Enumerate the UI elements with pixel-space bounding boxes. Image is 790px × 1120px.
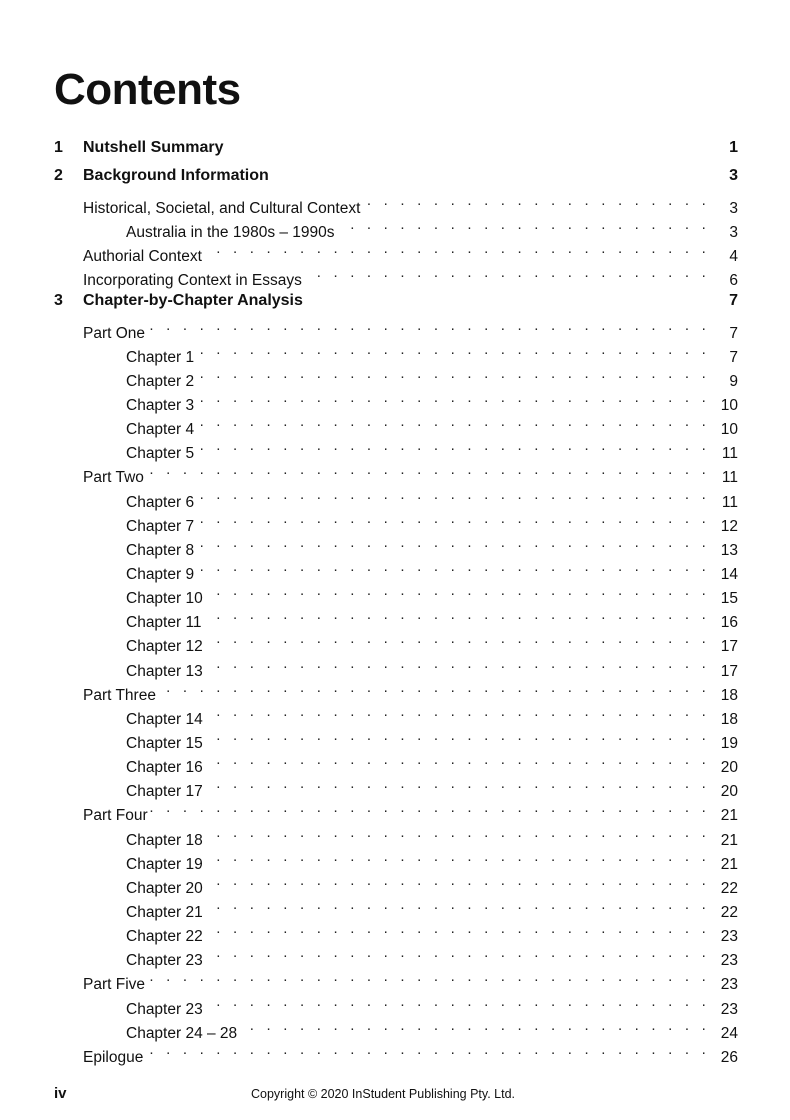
toc-page-number: 21: [720, 855, 738, 873]
toc-entry-label: Chapter 16: [126, 759, 203, 777]
dot-leader: [147, 314, 710, 338]
toc-entry-label: Chapter 20: [126, 879, 203, 897]
dot-leader: [205, 990, 710, 1014]
toc-entry-label: Chapter 8: [126, 541, 195, 559]
dot-leader: [205, 627, 710, 651]
toc-page-number: 3: [729, 200, 738, 217]
toc-entry[interactable]: [54, 796, 738, 825]
dot-leader: [362, 189, 710, 213]
toc-page-number: 20: [720, 759, 738, 777]
toc-subentry[interactable]: [54, 893, 738, 921]
toc-entry-label: Part Five: [83, 976, 146, 994]
dot-leader: [204, 237, 710, 261]
toc-page-number: 22: [720, 903, 738, 921]
toc-entry-label: Chapter 24 – 28: [126, 1024, 238, 1042]
dot-leader: [304, 261, 710, 285]
toc-page-number: 23: [720, 952, 738, 970]
toc-page-number: 17: [720, 638, 738, 656]
toc-page-number: 1: [729, 139, 738, 156]
toc-entry-label: Chapter 7: [126, 517, 195, 535]
toc-page-number: 4: [729, 248, 738, 266]
toc-subentry[interactable]: [54, 869, 738, 897]
toc-page-number: 11: [721, 469, 738, 487]
toc-entry-label: Chapter 12: [126, 638, 203, 656]
toc-page-number: 21: [720, 807, 738, 825]
toc-entry-label: Chapter 23: [126, 1000, 203, 1018]
toc-entry-label: Epilogue: [83, 1048, 144, 1066]
toc-section-number: 3: [54, 291, 63, 309]
toc-section-heading[interactable]: [54, 134, 738, 161]
toc-subentry[interactable]: [54, 990, 738, 1018]
toc-page-number: 23: [720, 1000, 738, 1018]
toc-subentry[interactable]: [54, 338, 738, 366]
toc-entry-label: Chapter 15: [126, 734, 203, 752]
toc-page-number: 7: [729, 324, 738, 342]
toc-page-number: 7: [729, 291, 738, 309]
dot-leader: [239, 1014, 710, 1038]
toc-entry-label: Chapter 19: [126, 855, 203, 873]
toc-entry-label: Chapter 1: [126, 348, 195, 366]
toc-page-number: 13: [720, 541, 738, 559]
toc-page-number: 16: [720, 614, 738, 632]
dot-leader: [158, 676, 710, 700]
toc-entry-label: Chapter 13: [126, 662, 203, 680]
dot-leader: [205, 724, 710, 748]
dot-leader: [145, 1038, 710, 1062]
toc-subentry[interactable]: [54, 1014, 738, 1042]
toc-entry[interactable]: [54, 676, 738, 704]
toc-section-title: Background Information: [83, 167, 269, 184]
toc-entry-label: Australia in the 1980s – 1990s: [126, 224, 335, 242]
dot-leader: [196, 434, 710, 458]
toc-section-title: Chapter-by-Chapter Analysis: [83, 291, 303, 309]
dot-leader: [205, 700, 710, 724]
toc-section-heading[interactable]: [54, 287, 738, 314]
dot-leader: [196, 555, 710, 579]
toc-entry-label: Part Three: [83, 686, 156, 704]
toc-entry-label: Chapter 5: [126, 445, 195, 463]
toc-page-number: 7: [729, 348, 738, 366]
toc-entry[interactable]: [54, 1038, 738, 1066]
toc-subentry[interactable]: [54, 724, 738, 752]
toc-page-number: 6: [729, 272, 738, 290]
toc-page-number: 18: [720, 686, 738, 704]
toc-entry-label: Authorial Context: [83, 248, 202, 266]
dot-leader: [205, 869, 710, 893]
toc-entry-label: Chapter 3: [126, 396, 195, 414]
toc-section-heading[interactable]: [54, 162, 738, 189]
dot-leader: [205, 652, 710, 676]
toc-page-number: 9: [729, 372, 738, 390]
dot-leader: [196, 362, 710, 386]
toc-entry-label: Chapter 4: [126, 421, 195, 439]
dot-leader: [196, 507, 710, 531]
toc-subentry[interactable]: [54, 700, 738, 728]
toc-page-number: 22: [720, 879, 738, 897]
toc-entry-label: Chapter 10: [126, 590, 203, 608]
toc-page-number: 20: [720, 783, 738, 801]
toc-entry-label: Chapter 6: [126, 493, 195, 511]
dot-leader: [337, 213, 710, 237]
toc-page-number: 11: [721, 493, 738, 511]
toc-subentry[interactable]: [54, 483, 738, 511]
toc-subentry[interactable]: [54, 410, 738, 439]
toc-subentry[interactable]: [54, 627, 738, 656]
dot-leader: [196, 531, 710, 555]
toc-page-number: 15: [720, 590, 738, 608]
toc-page-number: 12: [720, 517, 738, 535]
toc-page-number: 10: [720, 421, 738, 439]
toc-subentry[interactable]: [54, 821, 738, 849]
toc-entry-label: Chapter 14: [126, 710, 203, 728]
toc-subentry[interactable]: [54, 507, 738, 535]
dot-leader: [205, 917, 710, 941]
toc-page-number: 3: [729, 224, 738, 242]
toc-subentry[interactable]: [54, 213, 738, 242]
table-of-contents: [54, 134, 738, 1066]
page-footer: [54, 1085, 738, 1105]
toc-entry[interactable]: [54, 261, 738, 290]
toc-entry-label: Chapter 22: [126, 928, 203, 946]
toc-entry-label: Chapter 2: [126, 372, 195, 390]
toc-subentry[interactable]: [54, 748, 738, 777]
toc-subentry[interactable]: [54, 555, 738, 583]
toc-entry-label: Chapter 11: [126, 614, 202, 632]
toc-page-number: 23: [720, 976, 738, 994]
dot-leader: [205, 748, 710, 772]
page-title: Contents: [54, 65, 241, 114]
toc-page-number: 24: [720, 1024, 738, 1042]
dot-leader: [205, 821, 710, 845]
dot-leader: [196, 386, 710, 410]
toc-entry-label: Part Four: [83, 807, 148, 825]
toc-page-number: 17: [720, 662, 738, 680]
toc-subentry[interactable]: [54, 652, 738, 680]
toc-page-number: 3: [729, 167, 738, 184]
dot-leader: [196, 338, 710, 362]
toc-entry-label: Chapter 23: [126, 952, 203, 970]
dot-leader: [196, 410, 710, 434]
dot-leader: [196, 483, 710, 507]
toc-subentry[interactable]: [54, 917, 738, 946]
toc-subentry[interactable]: [54, 531, 738, 559]
toc-subentry[interactable]: [54, 941, 738, 970]
dot-leader: [205, 941, 710, 965]
toc-entry-label: Incorporating Context in Essays: [83, 272, 302, 290]
dot-leader: [205, 772, 710, 796]
toc-section-title: Nutshell Summary: [83, 139, 224, 156]
toc-entry-label: Part Two: [83, 469, 144, 487]
toc-entry-label: Part One: [83, 324, 146, 342]
toc-page-number: 26: [720, 1048, 738, 1066]
dot-leader: [205, 579, 710, 603]
toc-page-number: 18: [720, 710, 738, 728]
toc-entry[interactable]: [54, 237, 738, 266]
toc-page-number: 21: [720, 831, 738, 849]
toc-entry-label: Chapter 21: [126, 903, 203, 921]
dot-leader: [204, 603, 710, 627]
toc-page-number: 11: [721, 445, 738, 463]
toc-subentry[interactable]: [54, 603, 738, 632]
toc-entry-label: Chapter 18: [126, 831, 203, 849]
toc-entry[interactable]: [54, 314, 738, 342]
dot-leader: [147, 965, 710, 989]
toc-entry[interactable]: [54, 458, 738, 487]
toc-entry[interactable]: [54, 965, 738, 994]
toc-subentry[interactable]: [54, 362, 738, 390]
toc-subentry[interactable]: [54, 579, 738, 608]
toc-entry[interactable]: [54, 189, 738, 217]
dot-leader: [150, 796, 710, 820]
toc-page-number: 14: [720, 565, 738, 583]
toc-subentry[interactable]: [54, 434, 738, 463]
toc-entry-label: Historical, Societal, and Cultural Context: [83, 200, 361, 217]
toc-subentry[interactable]: [54, 845, 738, 873]
toc-section-number: 2: [54, 167, 63, 184]
toc-page-number: 23: [720, 928, 738, 946]
toc-entry-label: Chapter 17: [126, 783, 203, 801]
dot-leader: [205, 893, 710, 917]
toc-page-number: 19: [720, 734, 738, 752]
toc-section-number: 1: [54, 139, 63, 156]
dot-leader: [205, 845, 710, 869]
copyright-notice: Copyright © 2020 InStudent Publishing Pty. Ltd.: [251, 1087, 516, 1101]
toc-subentry[interactable]: [54, 386, 738, 414]
page-folio: iv: [54, 1085, 67, 1102]
dot-leader: [146, 458, 710, 482]
toc-subentry[interactable]: [54, 772, 738, 801]
toc-entry-label: Chapter 9: [126, 565, 195, 583]
toc-page-number: 10: [720, 396, 738, 414]
